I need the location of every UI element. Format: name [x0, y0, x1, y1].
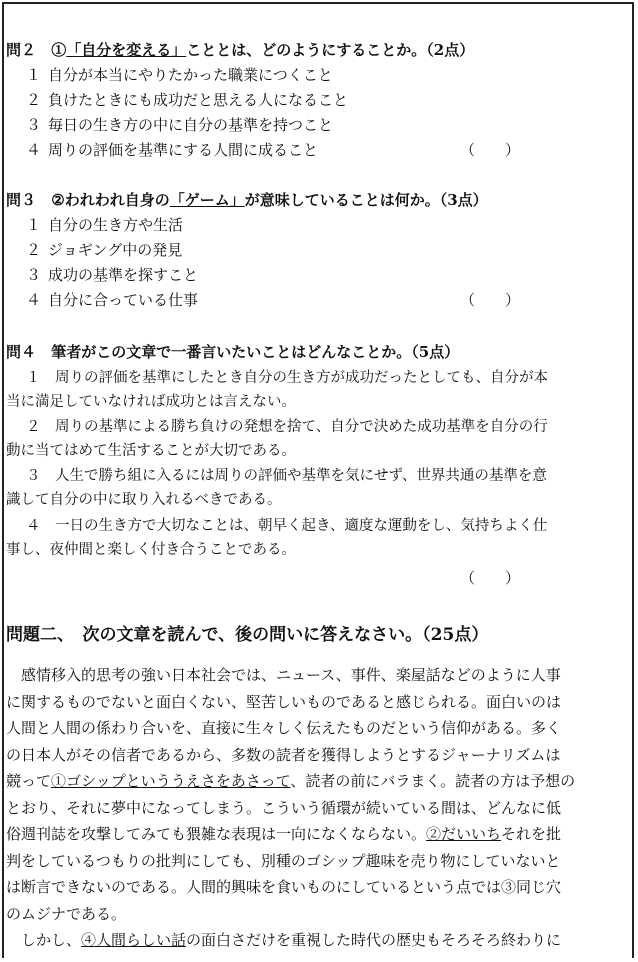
- option-text: 自分に合っている仕事: [48, 291, 199, 309]
- q4-option-2-line-1: [6, 417, 548, 437]
- option-text: ジョギング中の発見: [48, 241, 183, 259]
- option-text: １ 周りの評価を基準にしたとき自分の生き方が成功だったとしても、自分が本: [26, 370, 548, 386]
- underline-2: ②だいいち: [426, 825, 502, 843]
- q4-option-4-line-1: [6, 516, 547, 536]
- option-number: ４: [26, 141, 42, 159]
- underline-1: ①ゴシップといううえさをあさって: [51, 772, 291, 790]
- passage-line: のムジナである。: [6, 904, 127, 923]
- q2-heading: [6, 40, 474, 60]
- option-text: 自分が本当にやりたかった職業につくこと: [48, 66, 333, 84]
- q2-option-4: [26, 140, 318, 160]
- q3-underlined: 「ゲーム」: [169, 191, 245, 209]
- q2-answer-blank[interactable]: （ ）: [460, 141, 521, 159]
- q2-label: 問２: [6, 41, 37, 59]
- option-text: 自分の生き方や生活: [48, 216, 184, 234]
- passage-line: 判をしているつもりの批判にしても、別種のゴシップ趣味を売り物にしていないと: [6, 851, 561, 870]
- underline-4: ④人間らしい話: [81, 931, 187, 949]
- q2-option-2: [26, 90, 348, 110]
- option-number: ３: [26, 266, 42, 284]
- q4-option-4-line-2: 事し、夜仲間と楽しく付き合うことである。: [6, 542, 296, 558]
- problem-2-heading: 問題二、 次の文章を読んで、後の問いに答えなさい。（25点）: [6, 625, 489, 645]
- q3-option-2: [26, 240, 182, 260]
- q4-option-1-line-2: 当に満足していなければ成功とは言えない。: [6, 394, 296, 410]
- option-text: 成功の基準を探すこと: [48, 266, 199, 284]
- q4-answer-blank[interactable]: （ ）: [460, 569, 521, 587]
- option-text: 周りの評価を基準にする人間に成ること: [48, 141, 319, 159]
- passage-line: 競って①ゴシップといううえさをあさって、読者の前にバラまく。読者の方は予想の: [6, 772, 576, 790]
- option-number: １: [26, 216, 42, 234]
- option-number: ２: [26, 91, 42, 109]
- q2-pre: ①: [51, 41, 67, 59]
- option-number: ３: [26, 116, 42, 134]
- q3-pre: ②われわれ自身の: [51, 191, 170, 209]
- q4-option-2-line-2: 動に当てはめて生活することが大切である。: [6, 443, 296, 459]
- q3-answer-blank[interactable]: （ ）: [460, 291, 521, 309]
- passage-line: の日本人がその信者であるから、多数の読者を獲得しようとするジャーナリズムは: [6, 745, 561, 764]
- option-text: ３ 人生で勝ち組に入るには周りの評価や基準を気にせず、世界共通の基準を意: [26, 468, 547, 484]
- option-text: 負けたときにも成功だと思える人になること: [48, 91, 349, 109]
- option-number: １: [26, 66, 42, 84]
- passage-line: は断言できないのである。人間的興味を食いものにしているという点では③同じ穴: [6, 878, 562, 896]
- passage-line: しかし、④人間らしい話の面白さだけを重視した時代の歴史もそろそろ終わりに: [6, 931, 562, 949]
- q3-rest: が意味していることは何か。（3点）: [244, 191, 488, 209]
- option-number: ２: [26, 241, 42, 259]
- q4-label: 問４: [6, 343, 37, 361]
- q3-label: 問３: [6, 191, 37, 209]
- q3-option-3: [26, 265, 198, 285]
- q3-option-4: [26, 290, 198, 310]
- option-text: ４ 一日の生き方で大切なことは、朝早く起き、適度な運動をし、気持ちよく仕: [26, 518, 548, 534]
- option-number: ４: [26, 291, 42, 309]
- q4-text: 筆者がこの文章で一番言いたいことはどんなことか。（5点）: [51, 343, 460, 361]
- q4-option-3-line-1: [6, 466, 547, 486]
- q2-option-1: [26, 65, 333, 85]
- q3-heading: [6, 190, 488, 210]
- passage: [6, 662, 630, 954]
- option-text: ２ 周りの基準による勝ち負けの発想を捨て、自分で決めた成功基準を自分の行: [26, 419, 548, 435]
- option-text: 毎日の生き方の中に自分の基準を持つこと: [48, 116, 334, 134]
- q4-option-3-line-2: 識して自分の中に取り入れるべきである。: [6, 492, 282, 508]
- q3-option-1: [26, 215, 183, 235]
- q2-rest: こととは、どのようにすることか。（2点）: [186, 41, 475, 59]
- q4-heading: [6, 342, 459, 362]
- passage-line: 感情移入的思考の強い日本社会では、ニュース、事件、楽屋話などのように人事: [6, 666, 561, 684]
- q2-underlined: 「自分を変える」: [66, 41, 187, 59]
- passage-line: 俗週刊誌を攻撃してみても猥雑な表現は一向になくならない。②だいいちそれを批: [6, 825, 562, 843]
- passage-line: とおり、それに夢中になってしまう。こういう循環が続いている間は、どんなに低: [6, 798, 562, 817]
- q2-option-3: [26, 115, 333, 135]
- passage-line: に関するものでないと面白くない、堅苦しいものであると感じられる。面白いのは: [6, 692, 562, 711]
- q4-option-1-line-1: [6, 368, 548, 388]
- passage-line: 人間と人間の係わり合いを、直接に生々しく伝えたものだという信仰がある。多く: [6, 719, 562, 737]
